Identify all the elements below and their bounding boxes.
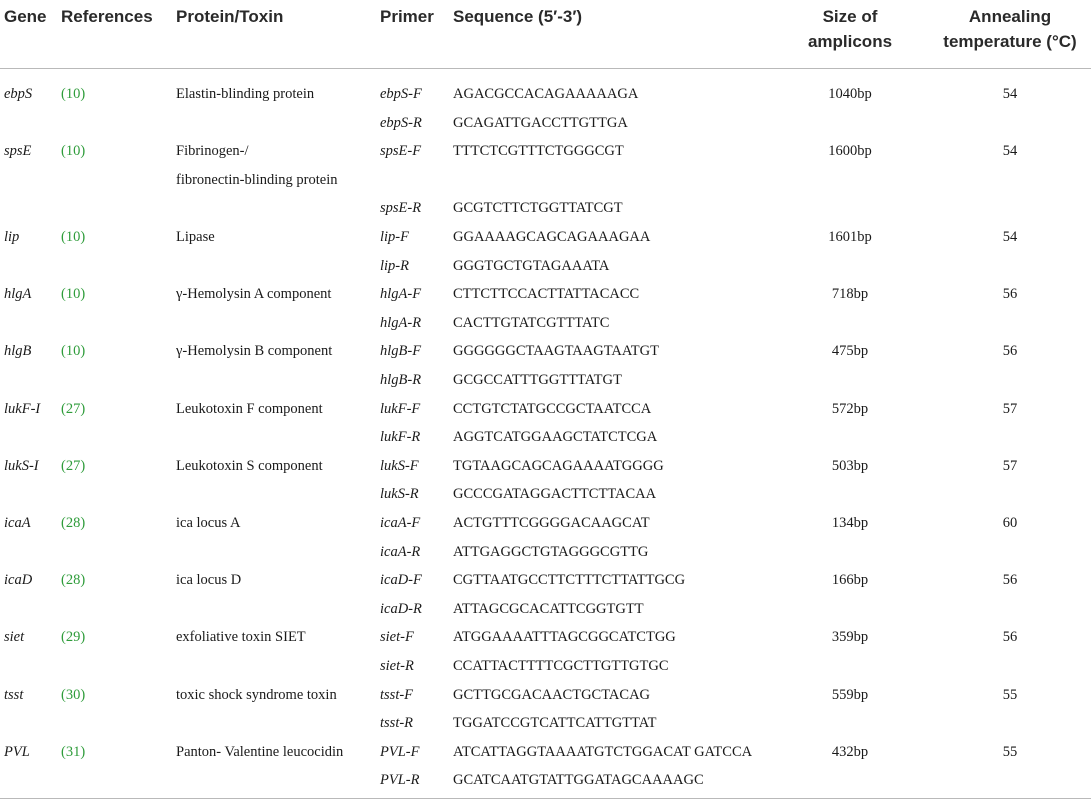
primer-name: spsE-R — [380, 200, 422, 217]
primer-name: lukS-R — [380, 486, 419, 503]
protein-toxin: Elastin-blinding protein — [176, 86, 315, 102]
protein-toxin: toxic shock syndrome toxin — [176, 686, 337, 703]
primer-sequence: CCATTACTTTTCGCTTGTTGTGC — [453, 658, 669, 674]
bottom-rule — [0, 798, 1091, 799]
gene-name: tsst — [4, 686, 24, 703]
primer-name: lip-F — [380, 229, 409, 245]
reference-link: (28) — [61, 572, 86, 589]
primer-sequence: GGGGGGCTAAGTAAGTAATGT — [453, 343, 659, 360]
amplicon-size: 1600bp — [828, 143, 872, 160]
primer-sequence: ATTAGCGCACATTCGGTGTT — [453, 600, 644, 617]
amplicon-size: 359bp — [831, 629, 869, 646]
primer-name: hlgA-R — [380, 314, 422, 331]
primer-name: ebpS-F — [380, 86, 422, 102]
primer-sequence: CCTGTCTATGCCGCTAATCCA — [453, 400, 652, 417]
annealing-temperature: 55 — [1002, 743, 1018, 760]
gene-name: PVL — [4, 743, 30, 760]
reference-link: (10) — [61, 86, 86, 102]
reference-link: (27) — [61, 400, 86, 417]
primer-sequence: AGGTCATGGAAGCTATCTCGA — [453, 429, 658, 446]
protein-toxin: Lipase — [176, 229, 215, 245]
primer-name: icaD-F — [380, 572, 422, 589]
protein-toxin: ica locus D — [176, 572, 242, 589]
primer-name: lukF-F — [380, 400, 421, 417]
reference-link: (29) — [61, 629, 86, 646]
amplicon-size: 559bp — [831, 686, 869, 703]
primer-name: lip-R — [380, 257, 409, 274]
primer-sequence: AGACGCCACAGAAAAAGA — [453, 86, 639, 102]
protein-toxin: Panton- Valentine leucocidin — [176, 743, 344, 760]
protein-toxin: γ-Hemolysin B component — [176, 343, 333, 360]
reference-link: (10) — [61, 143, 86, 160]
gene-name: lukS-I — [4, 457, 39, 474]
amplicon-size: 503bp — [831, 457, 869, 474]
protein-toxin: Leukotoxin S component — [176, 457, 323, 474]
gene-name: siet — [4, 629, 25, 646]
gene-name: lukF-I — [4, 400, 41, 417]
primer-sequence: GGGTGCTGTAGAAATA — [453, 257, 610, 274]
primer-sequence: GCCCGATAGGACTTCTTACAA — [453, 486, 657, 503]
primer-name: hlgB-F — [380, 343, 422, 360]
primer-sequence: GGAAAAGCAGCAGAAAGAA — [453, 229, 651, 245]
annealing-temperature: 56 — [1002, 343, 1018, 360]
protein-toxin: Fibrinogen-/ — [176, 143, 249, 160]
primer-name: PVL-R — [380, 772, 420, 789]
gene-name: icaA — [4, 515, 31, 531]
primer-name: PVL-F — [380, 743, 420, 760]
annealing-temperature: 57 — [1002, 400, 1018, 417]
amplicon-size: 718bp — [831, 286, 869, 303]
gene-name: hlgA — [4, 286, 32, 303]
header-gene: Gene — [4, 7, 47, 26]
amplicon-size: 432bp — [831, 743, 869, 760]
header-references: References — [61, 7, 153, 26]
primer-name: hlgB-R — [380, 372, 422, 388]
primer-sequence: ACTGTTTCGGGGACAAGCAT — [453, 515, 650, 531]
protein-toxin: Leukotoxin F component — [176, 400, 323, 417]
header-sequence: Sequence (5′-3′) — [453, 7, 583, 26]
annealing-temperature: 60 — [1002, 515, 1018, 531]
amplicon-size: 166bp — [831, 572, 869, 589]
reference-link: (31) — [61, 743, 86, 760]
primer-sequence: CACTTGTATCGTTTATC — [453, 314, 610, 331]
protein-toxin: ica locus A — [176, 515, 241, 531]
protein-toxin: exfoliative toxin SIET — [176, 629, 306, 646]
primer-name: lukF-R — [380, 429, 421, 446]
amplicon-size: 134bp — [831, 515, 869, 531]
primer-sequence: CTTCTTCCACTTATTACACC — [453, 286, 640, 303]
primer-sequence: TTTCTCGTTTCTGGGCGT — [453, 143, 624, 160]
primer-sequence: TGGATCCGTCATTCATTGTTAT — [453, 715, 657, 732]
primer-sequence: ATTGAGGCTGTAGGGCGTTG — [453, 543, 649, 560]
reference-link: (10) — [61, 343, 86, 360]
primer-name: tsst-R — [380, 715, 414, 732]
gene-name: lip — [4, 229, 20, 245]
primer-name: icaA-R — [380, 543, 421, 560]
gene-name: spsE — [4, 143, 32, 160]
gene-name: hlgB — [4, 343, 32, 360]
reference-link: (30) — [61, 686, 86, 703]
annealing-temperature: 56 — [1002, 629, 1018, 646]
primer-sequence: GCGTCTTCTGGTTATCGT — [453, 200, 623, 217]
reference-link: (28) — [61, 515, 86, 531]
gene-name: icaD — [4, 572, 33, 589]
primer-sequence: GCTTGCGACAACTGCTACAG — [453, 686, 651, 703]
annealing-temperature: 54 — [1002, 86, 1018, 102]
primer-sequence: TGTAAGCAGCAGAAAATGGGG — [453, 457, 664, 474]
primer-sequence: GCAGATTGACCTTGTTGA — [453, 114, 628, 131]
header-protein-toxin: Protein/Toxin — [176, 7, 284, 26]
primer-name: ebpS-R — [380, 114, 422, 131]
primer-name: icaD-R — [380, 600, 422, 617]
amplicon-size: 1040bp — [828, 86, 872, 102]
annealing-temperature: 56 — [1002, 286, 1018, 303]
header-primer: Primer — [380, 7, 434, 26]
annealing-temperature: 54 — [1002, 143, 1018, 160]
gene-name: ebpS — [4, 86, 33, 102]
primer-name: hlgA-F — [380, 286, 422, 303]
header-annealing-line-1: Annealing — [968, 7, 1052, 26]
primer-name: icaA-F — [380, 515, 421, 531]
reference-link: (10) — [61, 229, 86, 245]
amplicon-size: 475bp — [831, 343, 869, 360]
primer-name: tsst-F — [380, 686, 414, 703]
primer-sequence: ATCATTAGGTAAAATGTCTGGACAT GATCCA — [453, 743, 753, 760]
primer-name: siet-R — [380, 658, 414, 674]
primer-sequence: GCATCAATGTATTGGATAGCAAAAGC — [453, 772, 704, 789]
primer-sequence: GCGCCATTTGGTTTATGT — [453, 372, 622, 388]
reference-link: (27) — [61, 457, 86, 474]
primer-sequence: ATGGAAAATTTAGCGGCATCTGG — [453, 629, 676, 646]
header-annealing-line-2: temperature (°C) — [943, 32, 1077, 51]
reference-link: (10) — [61, 286, 86, 303]
annealing-temperature: 54 — [1002, 229, 1018, 245]
primer-name: siet-F — [380, 629, 414, 646]
annealing-temperature: 57 — [1002, 457, 1018, 474]
header-size-line-2: amplicons — [807, 32, 893, 51]
amplicon-size: 1601bp — [828, 229, 872, 245]
primer-sequence: CGTTAATGCCTTCTTTCTTATTGCG — [453, 572, 686, 589]
primer-name: lukS-F — [380, 457, 419, 474]
protein-toxin: fibronectin-blinding protein — [176, 171, 338, 188]
table-header — [0, 0, 1091, 69]
amplicon-size: 572bp — [831, 400, 869, 417]
header-size-line-1: Size of — [822, 7, 878, 26]
protein-toxin: γ-Hemolysin A component — [176, 286, 332, 303]
annealing-temperature: 55 — [1002, 686, 1018, 703]
annealing-temperature: 56 — [1002, 572, 1018, 589]
primer-name: spsE-F — [380, 143, 422, 160]
